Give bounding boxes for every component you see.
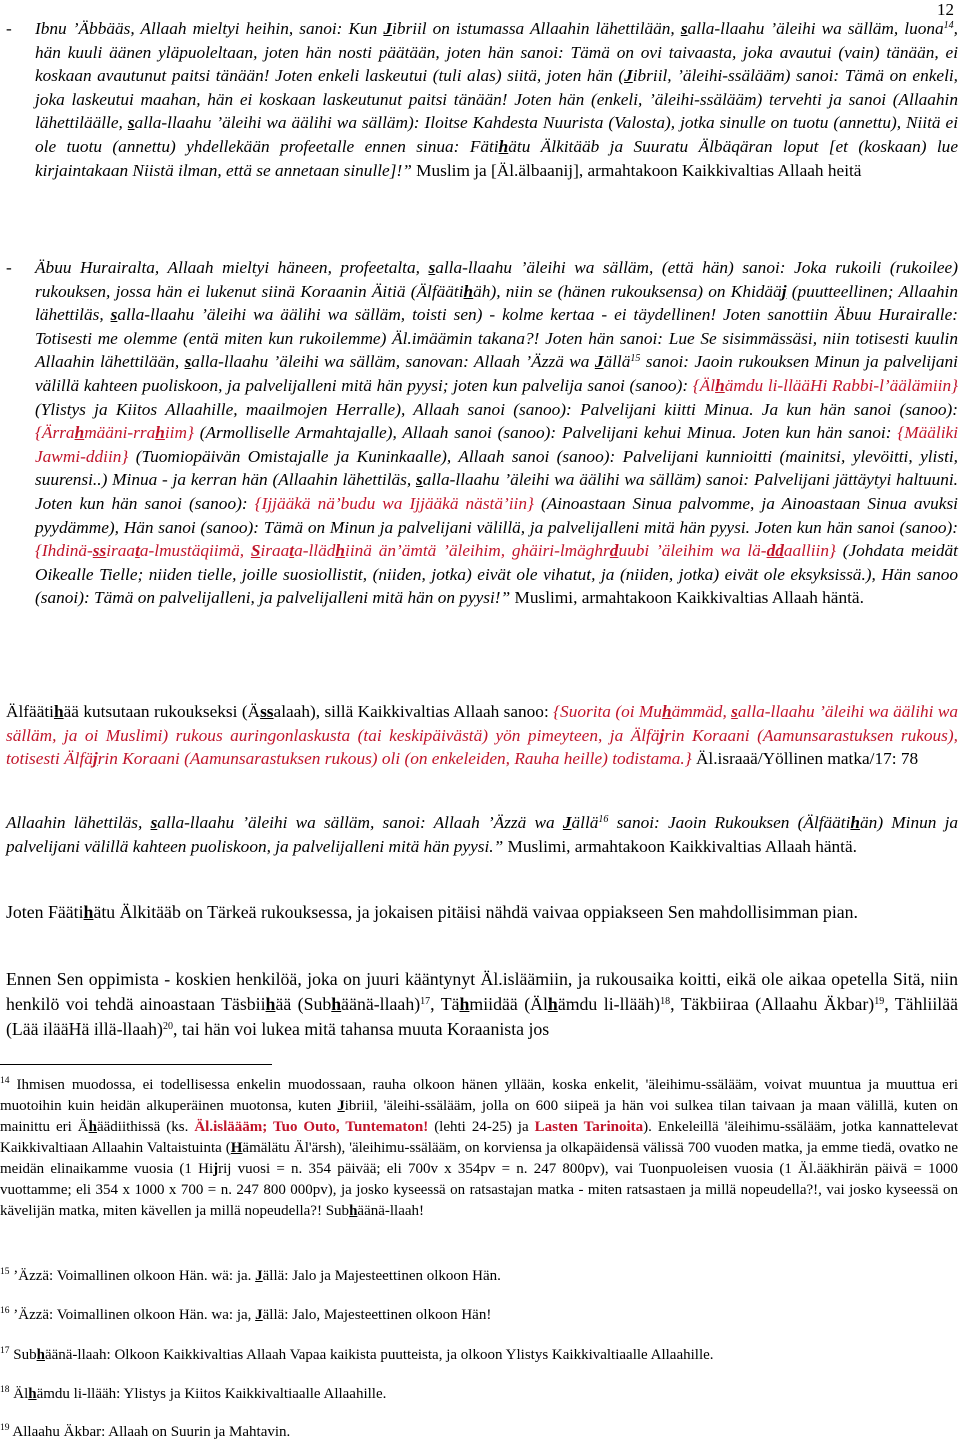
footnote-ref-14[interactable]: 14 [943, 20, 954, 31]
hadith-paragraph-2 [6, 256, 958, 610]
paragraph-hadith-qudsi [6, 811, 958, 858]
quran-quote: {Suorita (oi Muhämmäd, salla-llaahu ’äleihi wa äälihi wa sälläm, ja oi Muslimi) rukous auringonlaskusta (tai keskipäivästä) yön pimeyteen, ja Älfäjrin Koraani (Aamunsarastuksen rukous), totisesti Älfäjrin Koraani (Aamunsarastuksen rukous) oli (on enkeleiden, Rauha heille) todistama.} [6, 702, 958, 769]
footnote-14: $^{14}$ Ihmisen muodossa, ei todellisessa enkelin muodossaan, rauha olkoon hänen yllään, koska enkelit, 'äleihimu-ssälääm, voivat muuntua ja muuttua eri muotoihin kuin heidän alkuperäinen muotonsa, kuten Jibriil, 'äleihi-ssälääm, jolla on 600 siipeä ja hän voi sulkea tilan taivaan ja maan välillä, kuten on mainittu eri Ähäädiithissä (ks. Äl.isläääm; Tuo Outo, Tuntematon! (lehti 24-25) ja Lasten Tarinoita). Enkeleillä 'äleihimu-ssälääm, jotka kannattelevat Kaikkivaltiaan Allaahin Valtaistuinta (Hämälätu Äl'ärsh), 'äleihimu-ssälääm, on korviensa ja olkapäidensä välissä 700 vuoden matka, ja emme tiedä, ovatko ne meidän elinaikamme vuosia (1 Hijrij vuosi = n. 354 päivää; eli 700v x 354pv = n. 247 800pv), vai Tuonpuoleisen vuosia (1 Äl.ääkhirän päivä = 1000 vuottamme; eli 354 x 1000 x 700 = n. 247 800 000pv), ja josko kyseessä on ratsastajan matka - miten ratsastaen ja millä nopeudella?!, vai josko kyseessä on kävelijän matka, miten kävellen ja millä nopeudella?! Subhäänä-llaah! [0, 1076, 959, 1219]
list-dash: - [6, 19, 12, 38]
footnote-ref-20[interactable]: 20 [162, 1021, 173, 1032]
hadith-source: Muslimi, armahtakoon Kaikkivaltias Allaah häntä. [510, 588, 864, 608]
page-number: 12 [937, 0, 954, 19]
footnote-ref-19[interactable]: 19 [874, 996, 885, 1007]
hadith-source: Muslim ja [Äl.älbaanij], armahtakoon Kaikkivaltias Allaah heitä [411, 160, 862, 180]
book-reference-link[interactable]: Lasten Tarinoita [534, 1119, 644, 1135]
quran-quote: {Älhämdu li-llääHi Rabbi-l’äälämiin} [692, 375, 958, 395]
footnote-15: $^{15}$ ’Äzzä: Voimallinen olkoon Hän. wä: ja. Jällä: Jalo ja Majesteettinen olkoon Hän. [0, 1267, 501, 1284]
footnote-ref-15[interactable]: 15 [630, 353, 641, 365]
book-reference-link[interactable]: Äl.isläääm; Tuo Outo, Tuntematon! [194, 1119, 429, 1135]
footnote-separator [0, 1064, 272, 1065]
quran-quote: {Määliki Jawmi-ddiin} [35, 423, 958, 466]
hadith-text: Ibnu ’Äbbääs, Allaah mieltyi heihin, sanoi: Kun Jibriil on istumassa Allaahin lähettilään, salla-llaahu ’äleihi wa sälläm, luona$^{14}$, hän kuuli äänen yläpuoleltaan, joten hän nosti päätään, joten hän sanoi: Tämä on ovi taivaasta, joka avautui (vain) tänään, ei koskaan avautunut paitsi tänään! Joten enkeli laskeutui (tuli alas) siitä, joten hän (Jibriil, ’äleihi-ssälääm) sanoi: Tämä on enkeli, joka laskeutui maahan, hän ei koskaan laskeutunut paitsi tänään! Joten hän (enkeli, ’äleihi-ssälääm) tervehti ja sanoi (Allaahin lähettiläälle, salla-llaahu ’äleihi wa äälihi wa sälläm): Iloitse Kahdesta Nuurista (Valosta), jotka sinulle on tuotu (annettu), Niitä ei ole tuotu (annettu) yhdellekään profeetalle ennen sinua: Fätihätu Älkitääb ja Suuratu Älbäqäran loput [et (koskaan) lue kirjaintakaan Niistä ilman, että se annetaan sinulle]!” Muslim ja [Äl.älbaanij], armahtakoon Kaikkivaltias Allaah heitä [35, 19, 959, 180]
footnote-18: $^{18}$ Älhämdu li-llääh: Ylistys ja Kiitos Kaikkivaltiaalle Allaahille. [0, 1385, 387, 1402]
paragraph-alfaatihah-prayer: Älfäätihää kutsutaan rukoukseksi (Ässalaah), sillä Kaikkivaltias Allaah sanoo: {Suorita (oi Muhämmäd, salla-llaahu ’äleihi wa äälihi wa sälläm, ja oi Muslimi) rukous auringonlaskusta (tai keskipäivästä) yön pimeyteen, ja Älfäjrin Koraani (Aamunsarastuksen rukous), totisesti Älfäjrin Koraani (Aamunsarastuksen rukous) oli (on enkeleiden, Rauha heille) todistama.} Äl.israaä/Yöllinen matka/17: 78 [6, 702, 958, 769]
footnote-16: $^{16}$ ’Äzzä: Voimallinen olkoon Hän. wa: ja, Jällä: Jalo, Majesteettinen olkoon Hän! [0, 1306, 492, 1323]
quran-quote: {Ijjääkä nä’budu wa Ijjääkä nästä’iin} [254, 493, 534, 513]
footnote-19: $^{19}$ Allaahu Äkbar: Allaah on Suurin ja Mahtavin. [0, 1423, 291, 1440]
list-dash: - [6, 258, 12, 277]
paragraph-importance: Joten Fäätihätu Älkitääb on Tärkeä rukouksessa, ja jokaisen pitäisi nähdä vaivaa oppiakseen Sen mahdollisimman pian. [6, 902, 858, 922]
hadith-paragraph-1 [6, 17, 958, 182]
quran-reference: Äl.israaä/Yöllinen matka/17: 78 [691, 749, 919, 769]
hadith-text: Äbuu Hurairalta, Allaah mieltyi häneen, profeetalta, salla-llaahu ’äleihi wa sälläm, (että hän) sanoi: Joka rukoili (rukoilee) rukouksen, jossa hän ei lukenut siinä Koraanin Äitiä (Älfäätihäh), niin se (hänen rukouksensa) on Khidääj (puutteellinen; Allaahin lähettiläs, salla-llaahu ’äleihi wa äälihi wa sälläm, toisti sen) - kolme kertaa - ei täydellinen! Joten sanottiin Äbuu Hurairalle: Totisesti me olemme (entä miten kun rukoilemme) Äl.imäämin takana?! Joten hän sanoi: Lue Se sisimmässäsi, niin totisesti kuulin Allaahin lähettilään, salla-llaahu ’äleihi wa sälläm, sanovan: Allaah ’Äzzä wa Jällä$^{15}$ sanoi: Jaoin rukouksen Minun ja palvelijani välillä kahteen puoliskoon, ja palvelijalleni mitä hän pyysi; joten kun palvelija sanoi (sanoo): {Älhämdu li-llääHi Rabbi-l’äälämiin} (Ylistys ja Kiitos Allaahille, maailmojen Herralle), Allaah sanoi (sanoo): Palvelijani kiitti Minua. Ja kun hän sanoi (sanoo): {Ärrahmääni-rrahiim} (Armolliselle Armahtajalle), Allaah sanoi (sanoo): Palvelijani kehui Minua. Joten kun hän sanoi: {Määliki Jawmi-ddiin} (Tuomiopäivän Omistajalle ja Kuninkaalle), Allaah sanoi (sanoo): Palvelijani kunnioitti (mainitsi, ylevöitti, ylisti, suurensi..) Minua - ja kerran hän (Allaahin lähettiläs, salla-llaahu ’äleihi wa äälihi wa sälläm) sanoi: Palvelijani jättäytyi haltuuni. Joten kun hän sanoi (sanoo): {Ijjääkä nä’budu wa Ijjääkä nästä’iin} (Ainoastaan Sinua palvomme, ja Ainoastaan Sinua avuksi pyydämme), Hän sanoi (sanoo): Tämä on Minun ja palvelijani välillä, ja palvelijalleni mitä hän pyysi. Joten kun hän sanoi (sanoo): {Ihdinä-ssiraata-lmustäqiimä, Siraata-llädhiinä än’ämtä ’äleihim, ghäiri-lmäghrduubi ’äleihim wa lä-ddaalliin} (Johdata meidät Oikealle Tielle; niiden tielle, joille suosiollistit, (niiden, jotka) eivät ole vihatut, ja (niiden, jotka) eivät ole eksyksissä.), Hän sanoo (sanoi): Tämä on palvelijalleni, ja palvelijalleni mitä hän on pyysi!” Muslimi, armahtakoon Kaikkivaltias Allaah häntä. [35, 258, 958, 608]
footnote-17: $^{17}$ Subhäänä-llaah: Olkoon Kaikkivaltias Allaah Vapaa kaikista puutteista, ja olkoon Ylistys Kaikkivaltiaalle Allaahille. [0, 1346, 714, 1363]
hadith-source: Muslimi, armahtakoon Kaikkivaltias Allaah häntä. [503, 836, 857, 856]
footnote-ref-17[interactable]: 17 [420, 996, 431, 1007]
footnote-ref-16[interactable]: 16 [598, 814, 609, 825]
hadith-text: Allaahin lähettiläs, salla-llaahu ’äleihi wa sälläm, sanoi: Allaah ’Äzzä wa Jällä$^{16}$ sanoi: Jaoin Rukouksen (Älfäätihän) Minun ja palvelijani välillä kahteen puoliskoon, ja palvelijalleni mitä hän pyysi.” [6, 813, 959, 856]
paragraph-new-muslim: Ennen Sen oppimista - koskien henkilöä, joka on juuri kääntynyt Äl.isläämiin, ja rukousaika koitti, eikä ole aikaa opetella Sitä, niin henkilö voi tehdä ainoastaan Täsbiihää (Subhäänä-llaah)$^{17}$, Tähmiidää (Älhämdu li-llääh)$^{18}$, Täkbiiraa (Allaahu Äkbar)$^{19}$, Tähliilää (Lää ilääHä illä-llaah)$^{20}$, tai hän voi lukea mitä tahansa muuta Koraanista jos [6, 969, 959, 1039]
quran-quote: {Ihdinä-ssiraata-lmustäqiimä, Siraata-llädhiinä än’ämtä ’äleihim, ghäiri-lmäghrduubi ’äleihim wa lä-ddaalliin} [35, 541, 836, 561]
footnote-ref-18[interactable]: 18 [660, 996, 671, 1007]
quran-quote: {Ärrahmääni-rrahiim} [35, 423, 194, 443]
